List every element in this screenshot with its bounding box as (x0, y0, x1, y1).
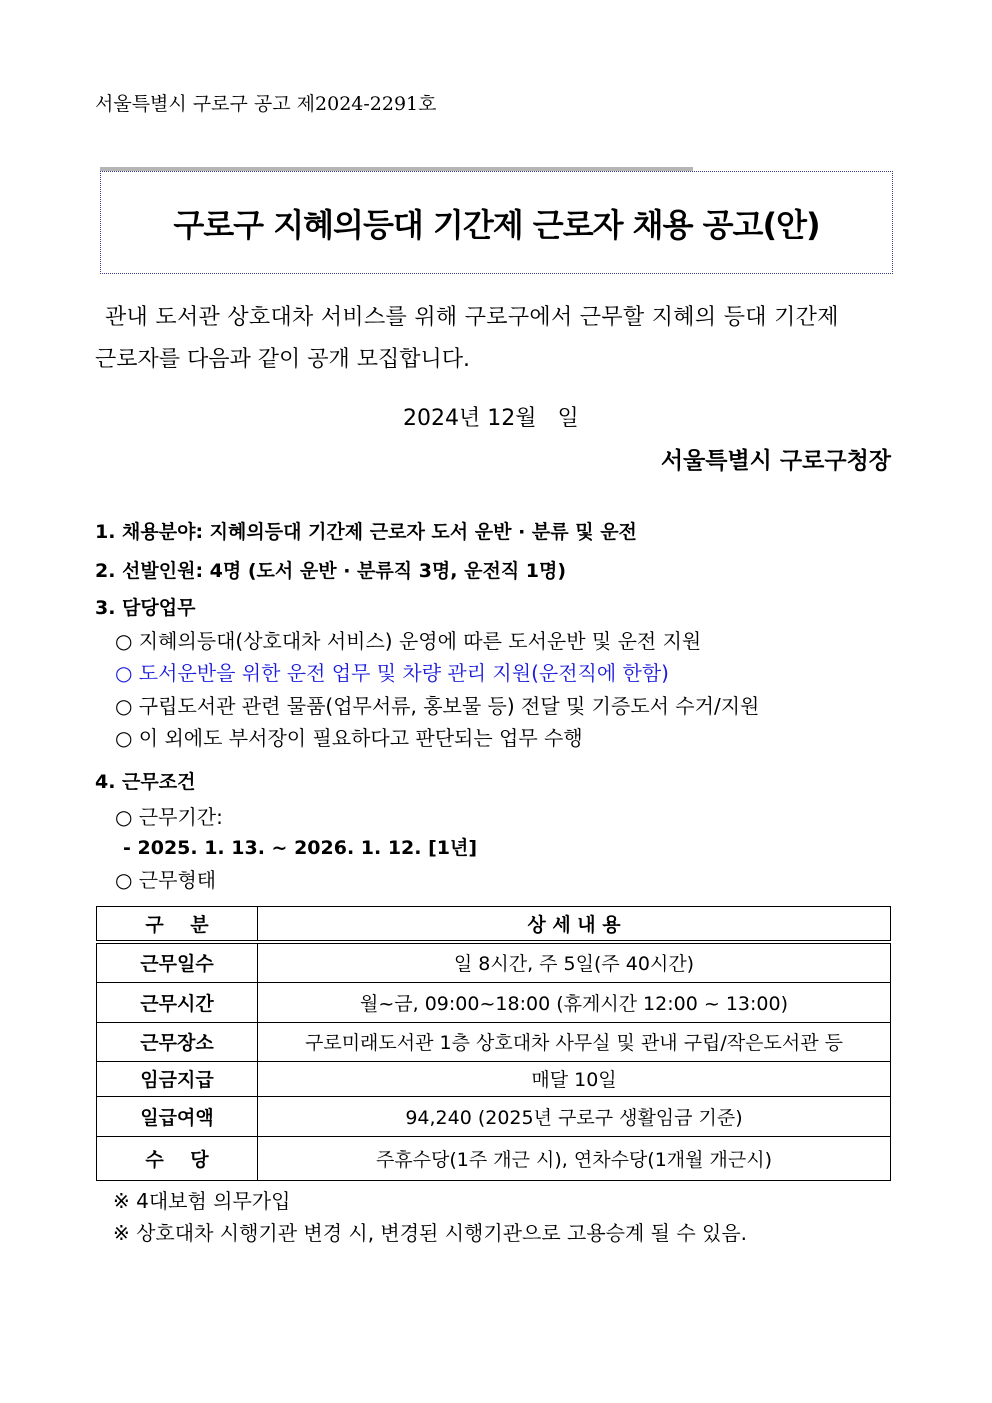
page-title: 구로구 지혜의등대 기간제 근로자 채용 공고(안) (173, 205, 820, 244)
row-label: 근무시간 (97, 982, 258, 1022)
section-2: 2. 선발인원: 4명 (도서 운반 · 분류직 3명, 운전직 1명) (95, 560, 567, 582)
table-row (97, 1096, 891, 1136)
row-label: 근무장소 (97, 1022, 258, 1061)
work-type-label: ○ 근무형태 (115, 868, 217, 892)
table-row (97, 1022, 891, 1061)
column-header: 구 분 (97, 907, 258, 943)
table-row (97, 1136, 891, 1180)
section-3-heading: 3. 담당업무 (95, 597, 196, 619)
row-label: 수 당 (97, 1136, 258, 1180)
row-value: 주휴수당(1주 개근 시), 연차수당(1개월 개근시) (258, 1136, 891, 1180)
title-box (100, 171, 893, 274)
row-value: 구로미래도서관 1층 상호대차 사무실 및 관내 구립/작은도서관 등 (258, 1022, 891, 1061)
duty-item: ○ 구립도서관 관련 물품(업무서류, 홍보물 등) 전달 및 기증도서 수거/지원 (115, 694, 760, 718)
duty-item: ○ 지혜의등대(상호대차 서비스) 운영에 따른 도서운반 및 운전 지원 (115, 629, 702, 653)
row-label: 근무일수 (97, 942, 258, 982)
row-value: 94,240 (2025년 구로구 생활임금 기준) (258, 1096, 891, 1136)
work-conditions-table (96, 906, 891, 1181)
section-1: 1. 채용분야: 지혜의등대 기간제 근로자 도서 운반 · 분류 및 운전 (95, 521, 637, 543)
duty-item-highlighted: ○ 도서운반을 위한 운전 업무 및 차량 관리 지원(운전직에 한함) (115, 661, 669, 685)
work-period: - 2025. 1. 13. ~ 2026. 1. 12. [1년] (123, 837, 478, 859)
note: ※ 상호대차 시행기관 변경 시, 변경된 시행기관으로 고용승계 될 수 있음. (113, 1221, 748, 1245)
table-row (97, 982, 891, 1022)
work-period-label: ○ 근무기간: (115, 805, 223, 829)
section-4-heading: 4. 근무조건 (95, 771, 196, 793)
column-header: 상 세 내 용 (258, 907, 891, 943)
table-row (97, 1061, 891, 1096)
row-value: 일 8시간, 주 5일(주 40시간) (258, 942, 891, 982)
notice-number: 서울특별시 구로구 공고 제2024-2291호 (95, 93, 437, 115)
table-row (97, 942, 891, 982)
row-value: 월~금, 09:00~18:00 (휴게시간 12:00 ~ 13:00) (258, 982, 891, 1022)
intro-line-2: 근로자를 다음과 같이 공개 모집합니다. (95, 347, 470, 372)
duty-item: ○ 이 외에도 부서장이 필요하다고 판단되는 업무 수행 (115, 726, 583, 750)
issuer: 서울특별시 구로구청장 (660, 448, 891, 474)
row-label: 일급여액 (97, 1096, 258, 1136)
table-header-row (97, 907, 891, 943)
notice-date: 2024년 12월 일 (403, 406, 579, 431)
row-label: 임금지급 (97, 1061, 258, 1096)
note: ※ 4대보험 의무가입 (113, 1189, 291, 1213)
intro-line-1: 관내 도서관 상호대차 서비스를 위해 구로구에서 근무할 지혜의 등대 기간제 (105, 305, 839, 330)
row-value: 매달 10일 (258, 1061, 891, 1096)
